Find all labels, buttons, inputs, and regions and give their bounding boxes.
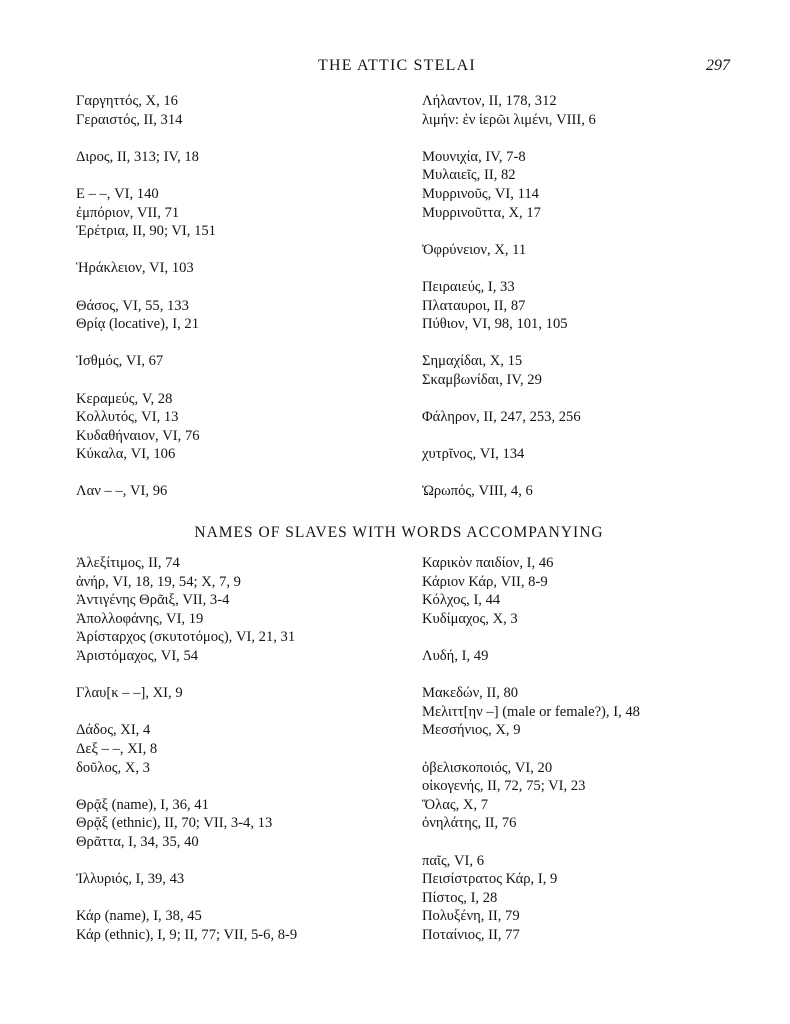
index-entry: χυτρῖνος, VI, 134 bbox=[422, 446, 525, 463]
index-entry: Ὠρωπός, VIII, 4, 6 bbox=[422, 483, 533, 500]
slave-index-left-column bbox=[76, 554, 297, 944]
index-entry: Θρᾷξ (ethnic), II, 70; VII, 3-4, 13 bbox=[76, 815, 273, 832]
index-entry: δοῦλος, X, 3 bbox=[76, 759, 150, 776]
index-entry: Ἀλεξίτιμος, II, 74 bbox=[76, 555, 180, 571]
index-entry: Μυρρινοῦς, VI, 114 bbox=[422, 185, 539, 202]
index-entry: Σημαχίδαι, X, 15 bbox=[422, 353, 523, 370]
index-entry: Κυδίμαχος, X, 3 bbox=[422, 610, 518, 627]
index-entry: Πολυξένη, II, 79 bbox=[422, 908, 520, 925]
index-entry: Ἡράκλειον, VI, 103 bbox=[76, 260, 194, 277]
index-entry: Ὅλας, X, 7 bbox=[422, 796, 489, 813]
index-entry: ὀβελισκοποιός, VI, 20 bbox=[422, 759, 553, 776]
index-entry: Κόλχος, I, 44 bbox=[422, 592, 501, 609]
index-entry: ὀνηλάτης, II, 76 bbox=[422, 815, 517, 832]
running-head bbox=[0, 57, 790, 79]
index-entry: ἀνήρ, VI, 18, 19, 54; X, 7, 9 bbox=[76, 573, 241, 590]
index-entry: Κολλυτός, VI, 13 bbox=[76, 409, 179, 426]
section-heading-text: NAMES OF SLAVES WITH WORDS ACCOMPANYING bbox=[194, 524, 604, 541]
index-entry: Ἀριστόμαχος, VI, 54 bbox=[76, 647, 199, 664]
page-number: 297 bbox=[706, 57, 730, 74]
index-entry: Μελιττ[ην –] (male or female?), I, 48 bbox=[422, 703, 640, 720]
index-entry: Ἀρίσταρχος (σκυτοτόμος), VI, 21, 31 bbox=[76, 629, 296, 646]
index-entry: Θρᾶττα, I, 34, 35, 40 bbox=[76, 833, 199, 850]
index-entry: Μυρρινοῦττα, X, 17 bbox=[422, 204, 541, 221]
index-entry: Κάριον Κάρ, VII, 8-9 bbox=[422, 573, 548, 590]
index-entry: Ποταίνιος, II, 77 bbox=[422, 926, 520, 943]
index-entry: Θρίᾳ (locative), I, 21 bbox=[76, 316, 199, 333]
index-entry: Ἰλλυριός, I, 39, 43 bbox=[76, 871, 185, 888]
index-entry: Κάρ (name), I, 38, 45 bbox=[76, 908, 202, 925]
index-entry: οἰκογενής, II, 72, 75; VI, 23 bbox=[422, 778, 586, 795]
index-entry: Κύκαλα, VI, 106 bbox=[76, 446, 176, 463]
index-entry: λιμήν: ἐν ἱερῶι λιμένι, VIII, 6 bbox=[422, 111, 596, 128]
index-entry: Ἀντιγένης Θρᾶιξ, VII, 3-4 bbox=[76, 592, 230, 609]
index-entry: Γλαυ[κ – –], XI, 9 bbox=[76, 685, 183, 702]
index-entry: Πίστος, I, 28 bbox=[422, 889, 498, 906]
section-heading bbox=[0, 524, 790, 542]
index-entry: Ὀφρύνειον, X, 11 bbox=[422, 241, 527, 258]
running-title: THE ATTIC STELAI bbox=[318, 57, 476, 74]
index-entry: Θάσος, VI, 55, 133 bbox=[76, 297, 189, 314]
slave-index-right-column bbox=[422, 554, 640, 944]
index-entry: Λαν – –, VI, 96 bbox=[76, 483, 168, 500]
index-entry: Πύθιον, VI, 98, 101, 105 bbox=[422, 316, 568, 333]
index-entry: Ἐρέτρια, II, 90; VI, 151 bbox=[76, 223, 216, 240]
index-entry: Ε – –, VI, 140 bbox=[76, 185, 159, 202]
index-entry: Κάρ (ethnic), I, 9; II, 77; VII, 5-6, 8-9 bbox=[76, 926, 298, 943]
index-entry: Διρος, II, 313; IV, 18 bbox=[76, 148, 199, 165]
index-entry: Μυλαιεῖς, II, 82 bbox=[422, 167, 516, 184]
index-entry: Πειραιεύς, I, 33 bbox=[422, 278, 515, 295]
index-entry: Πεισίστρατος Κάρ, I, 9 bbox=[422, 871, 558, 888]
index-entry: Σκαμβωνίδαι, IV, 29 bbox=[422, 371, 542, 388]
index-entry: Πλαταυροι, II, 87 bbox=[422, 297, 526, 314]
index-entry: Λυδή, I, 49 bbox=[422, 647, 489, 664]
index-entry: ἐμπόριον, VII, 71 bbox=[76, 204, 180, 221]
index-entry: παῖς, VI, 6 bbox=[422, 852, 485, 869]
index-entry: Ἀπολλοφάνης, VI, 19 bbox=[76, 610, 204, 627]
index-entry: Μουνιχία, IV, 7-8 bbox=[422, 148, 526, 165]
index-entry: Φάληρον, II, 247, 253, 256 bbox=[422, 409, 581, 426]
place-index-left-column bbox=[76, 92, 216, 501]
index-entry: Λήλαντον, II, 178, 312 bbox=[422, 93, 557, 109]
index-entry: Μεσσήνιος, X, 9 bbox=[422, 722, 521, 739]
index-entry: Καρικὸν παιδίον, I, 46 bbox=[422, 555, 554, 571]
index-entry: Μακεδών, II, 80 bbox=[422, 685, 519, 702]
index-entry: Δεξ – –, XI, 8 bbox=[76, 740, 158, 757]
index-entry: Δάδος, XI, 4 bbox=[76, 722, 151, 739]
index-entry: Κυδαθήναιον, VI, 76 bbox=[76, 427, 200, 444]
index-entry: Γεραιστός, II, 314 bbox=[76, 111, 183, 128]
index-entry: Ἰσθμός, VI, 67 bbox=[76, 353, 164, 370]
index-entry: Θρᾷξ (name), I, 36, 41 bbox=[76, 796, 209, 813]
place-index-right-column bbox=[422, 92, 596, 501]
index-entry: Γαργηττός, X, 16 bbox=[76, 93, 178, 109]
index-entry: Κεραμεύς, V, 28 bbox=[76, 390, 173, 407]
